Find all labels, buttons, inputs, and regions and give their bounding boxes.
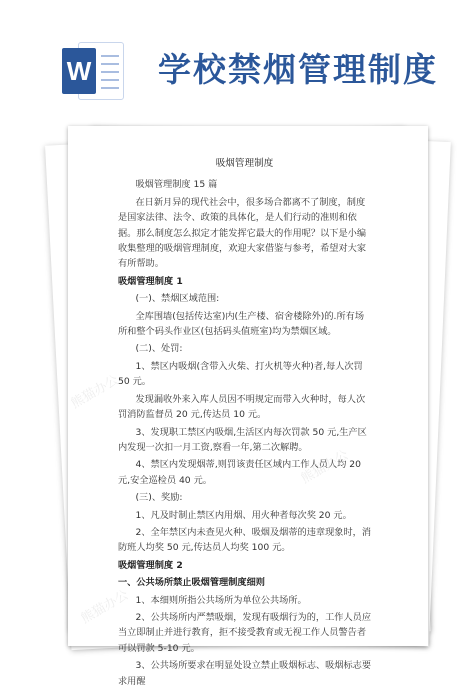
paragraph: (一)、禁烟区域范围: xyxy=(135,293,220,305)
page-header xyxy=(0,0,474,115)
section-heading: 吸烟管理制度 2 xyxy=(118,559,183,571)
watermark: 熊猫办公 xyxy=(298,446,351,486)
paragraph: 3、发现职工禁区内吸烟,生活区内每次罚款 50 元,生产区内发现一次扣一月工资,察看一年,第二次解聘。 xyxy=(118,426,367,453)
paragraph: 吸烟管理制度 15 篇 xyxy=(135,179,218,191)
paragraph: 2、公共场所内严禁吸烟，发现有吸烟行为的，工作人员应当立即制止并进行教育，拒不接受教育或无视工作人员警告者可以罚款 5-10 元。 xyxy=(118,611,372,654)
section-heading: 一、公共场所禁止吸烟管理制度细则 xyxy=(118,577,265,589)
watermark: 熊猫办公 xyxy=(78,586,131,626)
watermark: 熊猫办公 xyxy=(68,371,121,411)
document-body xyxy=(118,156,371,691)
paragraph: (三)、奖励: xyxy=(135,492,183,504)
paragraph: 3、公共场所要求在明显处设立禁止吸烟标志、吸烟标志要求用醒 xyxy=(118,660,372,687)
paragraph: 4、禁区内发现烟蒂,则罚该责任区域内工作人员人均 20 元,安全巡检员 40 元。 xyxy=(118,459,361,486)
paragraph: 1、凡及时制止禁区内用烟、用火种者每次奖 20 元。 xyxy=(135,509,352,521)
page-title: 学校禁烟管理制度 xyxy=(158,50,438,89)
paragraph: 发现漏收外来入库人员因不明规定而带入火种时，每人次罚消防监督员 20 元,传达员 10 元。 xyxy=(118,393,366,421)
paragraph: 1、本细则所指公共场所为单位公共场所。 xyxy=(135,594,307,606)
document-title: 吸烟管理制度 xyxy=(215,158,274,169)
paragraph: 1、禁区内吸烟(含带入火柴、打火机等火种)者,每人次罚 50 元。 xyxy=(118,360,363,388)
paragraph: 2、全年禁区内未查见火种、吸烟及烟蒂的违章现象时，消防班人均奖 50 元,传达员人均奖 100 元。 xyxy=(118,526,372,554)
document-page xyxy=(68,126,428,687)
paragraph: (二)、处罚: xyxy=(135,343,183,355)
section-heading: 吸烟管理制度 1 xyxy=(118,275,183,287)
paragraph: 全库围墙(包括传达室)内(生产楼、宿舍楼除外)的.所有场所和整个码头作业区(包括码头值班室)均为禁烟区域。 xyxy=(118,310,365,338)
word-doc-icon xyxy=(62,38,124,104)
word-letter-icon: W xyxy=(62,48,96,94)
paragraph: 在日新月异的现代社会中，很多场合都离不了制度，制度是国家法律、法令、政策的具体化，是人们行动的准则和依据。那么制度怎么拟定才能发挥它最大的作用呢？以下是小编收集整理的吸烟管理制度，欢迎大家借鉴与参考，希望对大家有所帮助。 xyxy=(118,196,367,270)
